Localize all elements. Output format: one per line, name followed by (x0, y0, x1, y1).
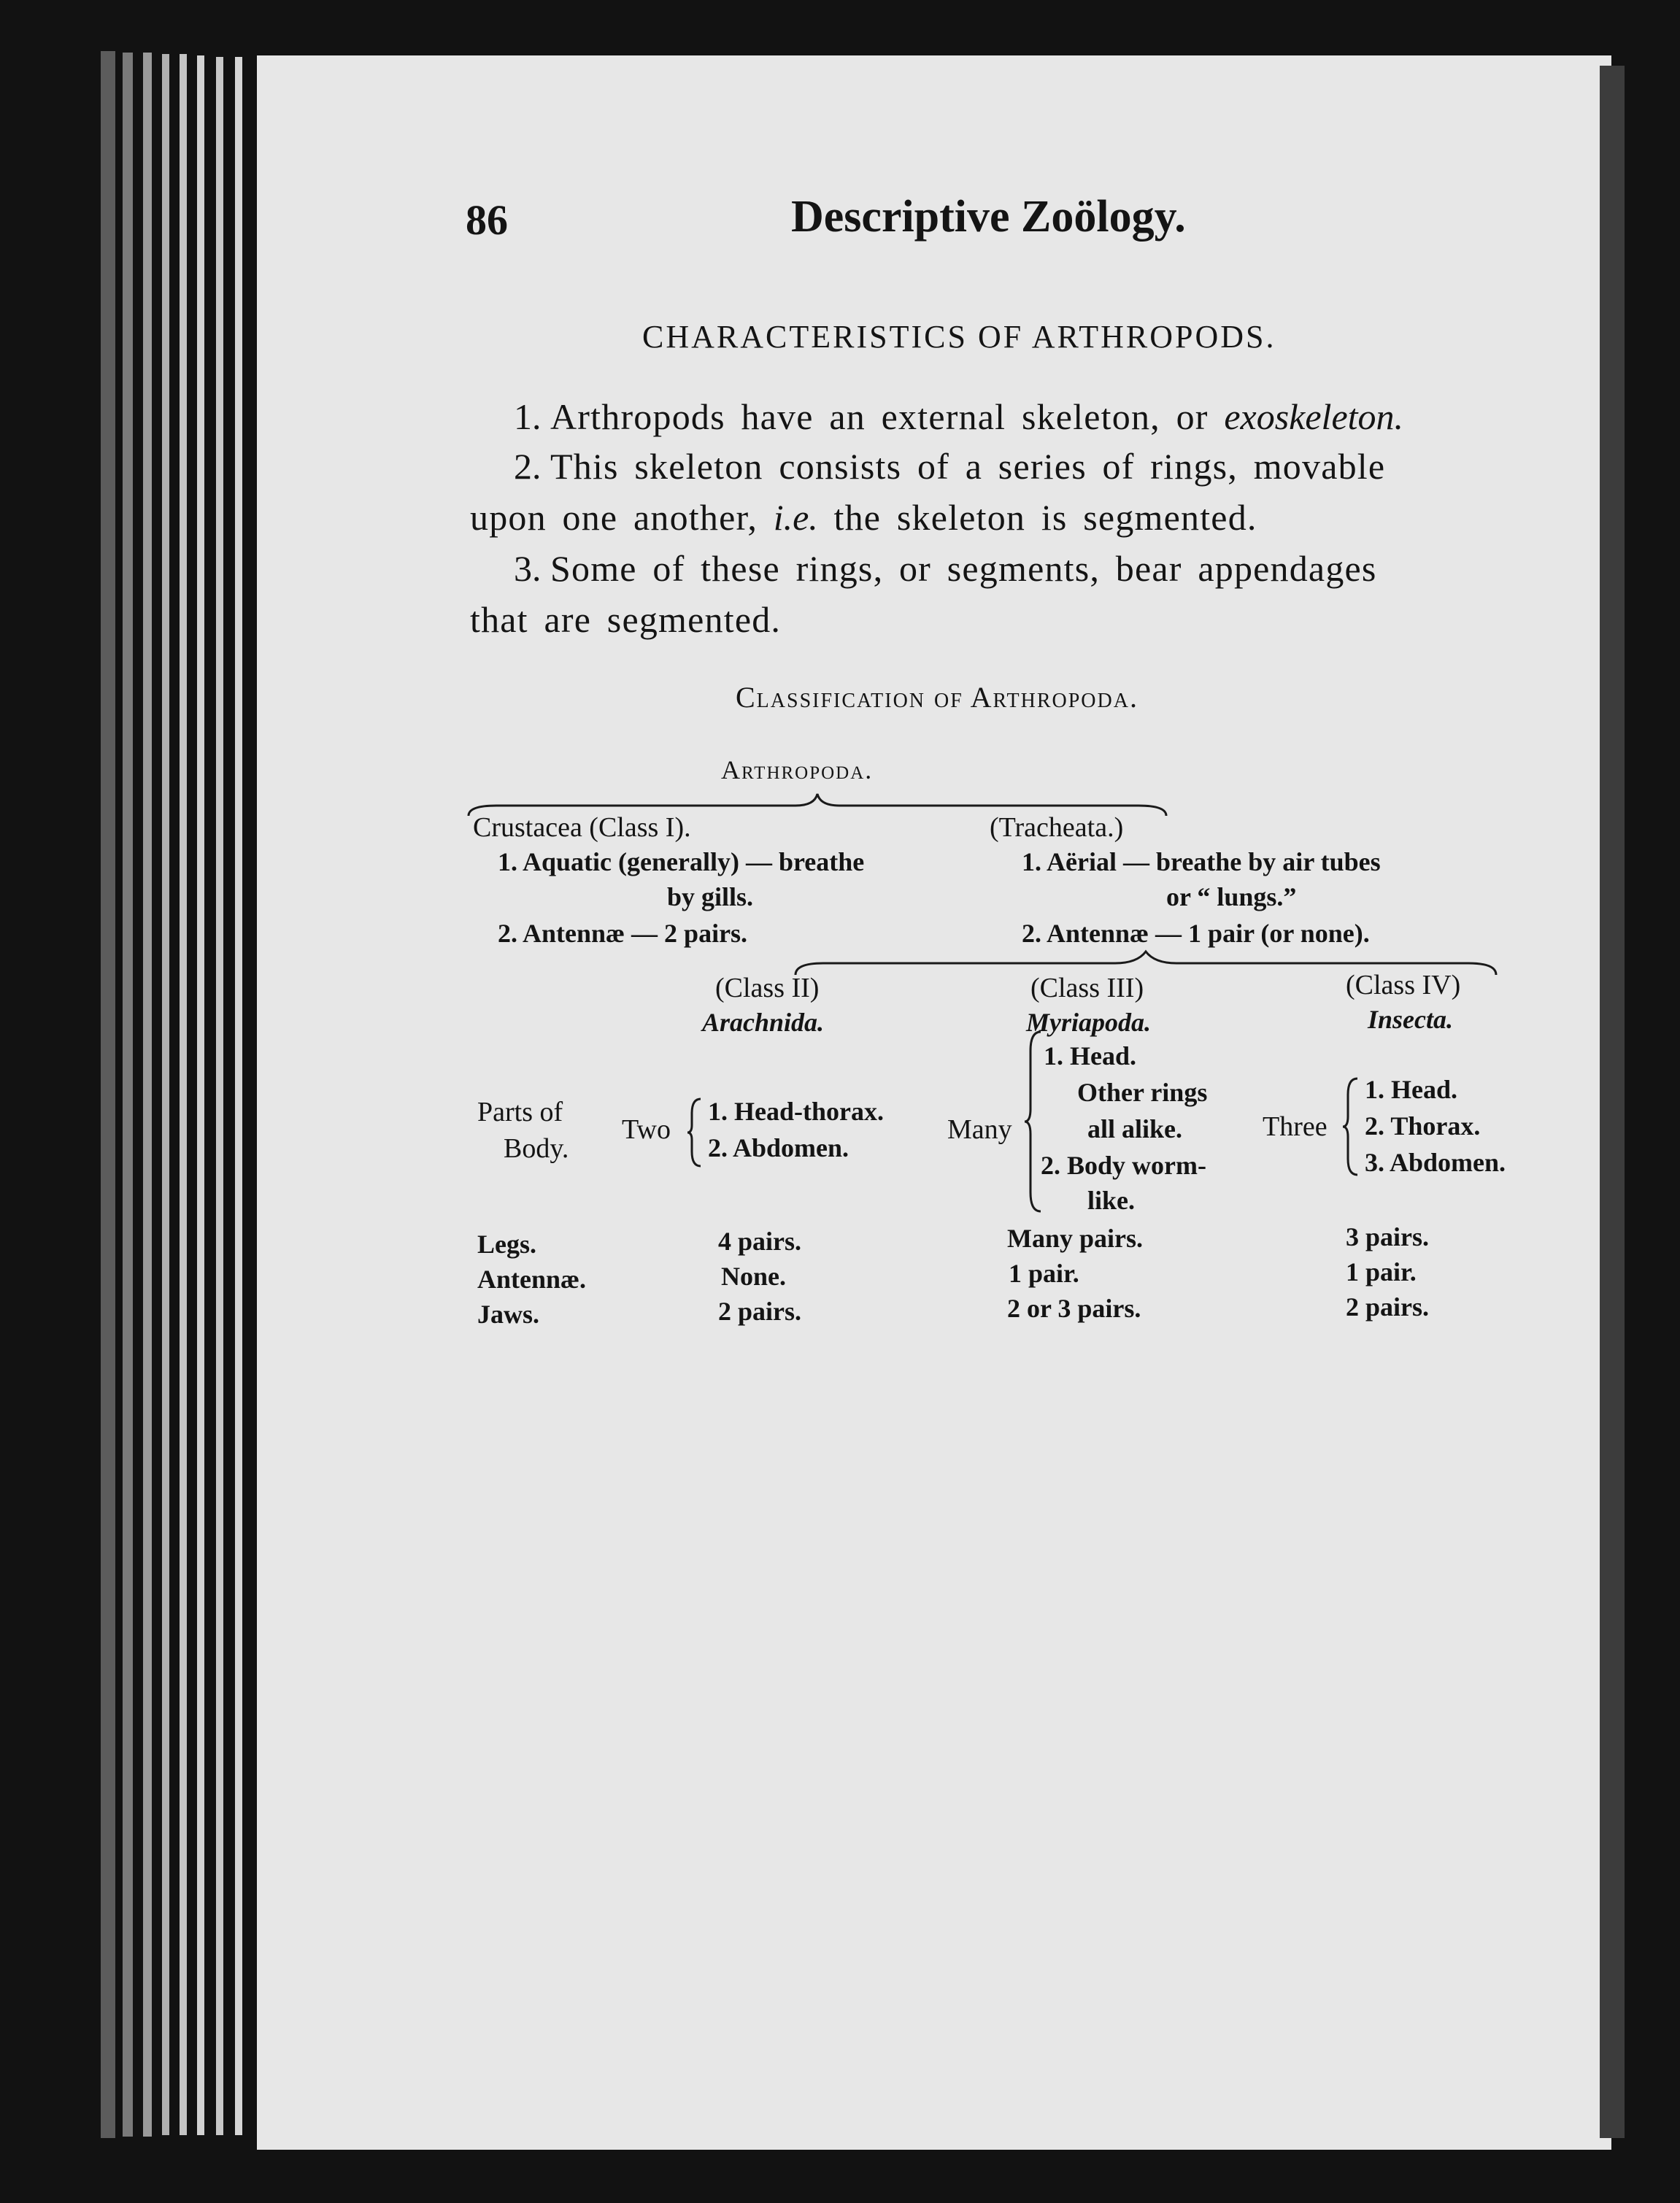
class-label-myriapoda: (Class III) (1030, 973, 1144, 1003)
row-label-legs: Legs. (477, 1230, 536, 1259)
insecta-part-3: 3. Abdomen. (1365, 1148, 1506, 1177)
antennae-insecta: 1 pair. (1346, 1257, 1417, 1286)
class-name-myriapoda: Myriapoda. (1026, 1008, 1151, 1037)
legs-myriapoda: Many pairs. (1007, 1224, 1144, 1253)
section-title: CHARACTERISTICS OF ARTHROPODS. (642, 319, 1276, 355)
arachnida-part-count: Two (622, 1114, 671, 1145)
arachnida-part-2: 2. Abdomen. (708, 1133, 849, 1162)
item-text: Arthropods have an external skeleton, or (550, 396, 1225, 437)
item-text: upon one another, (470, 497, 774, 538)
insecta-parts-brace (1341, 1076, 1360, 1178)
item-number: 2. (514, 446, 542, 487)
myriapoda-part-1: 1. Head. (1044, 1041, 1137, 1070)
class-label-arachnida: (Class II) (715, 973, 820, 1003)
myriapoda-part-5: like. (1087, 1186, 1136, 1215)
class-name-insecta: Insecta. (1368, 1005, 1453, 1034)
class-name-arachnida: Arachnida. (702, 1008, 825, 1037)
insecta-part-1: 1. Head. (1365, 1075, 1458, 1104)
page-edge-strip (235, 57, 242, 2135)
antennae-myriapoda: 1 pair. (1009, 1259, 1079, 1288)
crustacea-item1: 1. Aquatic (generally) — breathe (498, 847, 865, 876)
item-emphasis: exoskeleton. (1224, 396, 1404, 437)
jaws-arachnida: 2 pairs. (718, 1297, 802, 1326)
item-emphasis: i.e. (773, 497, 818, 538)
myriapoda-part-4: 2. Body worm- (1041, 1151, 1206, 1180)
legs-insecta: 3 pairs. (1346, 1222, 1430, 1251)
page-gutter-shadow (1600, 66, 1625, 2138)
page-edge-strip (162, 54, 169, 2135)
page-edge-strip (197, 55, 204, 2135)
characteristic-2 (514, 441, 1385, 492)
page-edge-strip (101, 51, 115, 2138)
row-label-jaws: Jaws. (477, 1300, 540, 1329)
item-text: that are segmented. (470, 599, 782, 640)
row-label-body: Body. (504, 1133, 569, 1164)
page-edge-strip (180, 54, 187, 2135)
classification-title: Classification of Arthropoda. (736, 681, 1138, 714)
insecta-part-count: Three (1263, 1111, 1328, 1142)
page-number: 86 (466, 196, 508, 244)
characteristic-1 (514, 391, 1403, 442)
item-number: 1. (514, 396, 542, 437)
characteristic-3 (514, 543, 1377, 594)
root-taxon: Arthropoda. (721, 755, 874, 784)
page-edge-strip (216, 57, 223, 2135)
jaws-myriapoda: 2 or 3 pairs. (1007, 1294, 1141, 1323)
insecta-part-2: 2. Thorax. (1365, 1111, 1481, 1141)
class-label-insecta: (Class IV) (1346, 970, 1461, 1000)
jaws-insecta: 2 pairs. (1346, 1292, 1430, 1322)
characteristic-2-cont (470, 492, 1257, 543)
legs-arachnida: 4 pairs. (718, 1227, 802, 1256)
antennae-arachnida: None. (721, 1262, 786, 1291)
myriapoda-parts-brace (1023, 1029, 1044, 1214)
page-edge-strip (143, 53, 152, 2137)
item-text: Some of these rings, or segments, bear appendages (550, 548, 1377, 589)
myriapoda-part-3: all alike. (1087, 1114, 1183, 1143)
item-number: 3. (514, 548, 542, 589)
tracheata-item1: 1. Aërial — breathe by air tubes (1022, 847, 1381, 876)
tracheata-item2: 2. Antennæ — 1 pair (or none). (1022, 919, 1370, 948)
characteristic-3-cont (470, 594, 781, 645)
arachnida-parts-brace (686, 1096, 704, 1169)
running-head: Descriptive Zoölogy. (791, 192, 1186, 242)
crustacea-item1-cont: by gills. (667, 882, 754, 911)
myriapoda-part-2: Other rings (1077, 1078, 1208, 1107)
crustacea-heading: Crustacea (Class I). (473, 812, 691, 843)
item-text: the skeleton is segmented. (817, 497, 1257, 538)
tracheata-item1-cont: or “ lungs.” (1166, 882, 1297, 911)
arachnida-part-1: 1. Head-thorax. (708, 1097, 884, 1126)
myriapoda-part-count: Many (947, 1114, 1012, 1145)
row-label-parts: Parts of (477, 1097, 563, 1127)
tracheata-heading: (Tracheata.) (990, 812, 1124, 843)
crustacea-item2: 2. Antennæ — 2 pairs. (498, 919, 748, 948)
row-label-antennae: Antennæ. (477, 1265, 587, 1294)
item-text: This skeleton consists of a series of rings, movable (550, 446, 1386, 487)
page-edge-strip (123, 53, 133, 2137)
